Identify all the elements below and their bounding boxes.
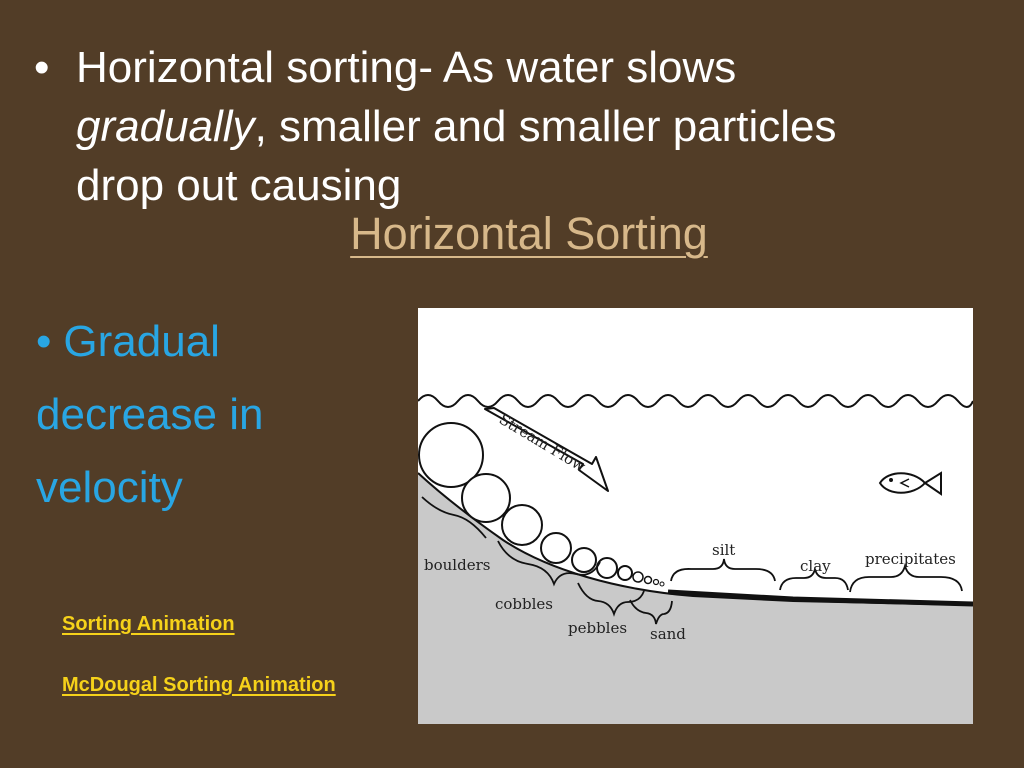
sorting-animation-link[interactable]: Sorting Animation bbox=[62, 613, 235, 635]
boulder-2 bbox=[462, 474, 510, 522]
precipitates-bracket bbox=[850, 566, 962, 592]
pebble-1 bbox=[597, 558, 617, 578]
sand-2 bbox=[654, 580, 659, 585]
bullet-emphasis: gradually bbox=[76, 102, 255, 151]
mcdougal-sorting-animation-link[interactable]: McDougal Sorting Animation bbox=[62, 674, 336, 696]
cobble-1 bbox=[502, 505, 542, 545]
stream-flow-label: Stream Flow bbox=[495, 409, 589, 476]
bullet-gradual-decrease bbox=[36, 305, 396, 524]
bullet-text-end: , smaller and smaller particles drop out causing bbox=[76, 102, 837, 210]
boulders-label: boulders bbox=[424, 556, 491, 574]
cobbles-label: cobbles bbox=[495, 595, 554, 613]
cobble-3 bbox=[572, 548, 596, 572]
cobble-2 bbox=[541, 533, 571, 563]
bullet-horizontal-sorting bbox=[34, 38, 874, 215]
bullet-text bbox=[34, 38, 874, 215]
pebbles-label: pebbles bbox=[568, 619, 628, 637]
silt-bracket bbox=[671, 559, 775, 581]
pebble-3 bbox=[633, 572, 643, 582]
horizontal-sorting-link[interactable]: Horizontal Sorting bbox=[350, 208, 708, 259]
clay-label: clay bbox=[800, 557, 831, 575]
silt-label: silt bbox=[712, 541, 736, 559]
bullet-marker: • bbox=[36, 317, 52, 366]
bullet-text-start: Horizontal sorting- As water slows bbox=[76, 43, 737, 92]
bullet-text: Gradual decrease in velocity bbox=[36, 317, 264, 512]
precipitates-label: precipitates bbox=[865, 550, 956, 568]
sand-1 bbox=[645, 577, 652, 584]
bullet-marker: • bbox=[34, 43, 50, 92]
fish-icon bbox=[880, 473, 941, 494]
diagram-svg bbox=[418, 308, 973, 724]
sand-label: sand bbox=[650, 625, 686, 643]
horizontal-sorting-diagram bbox=[418, 308, 973, 724]
pebble-2 bbox=[618, 566, 632, 580]
sand-3 bbox=[660, 582, 664, 586]
water-surface-wave bbox=[418, 395, 973, 407]
